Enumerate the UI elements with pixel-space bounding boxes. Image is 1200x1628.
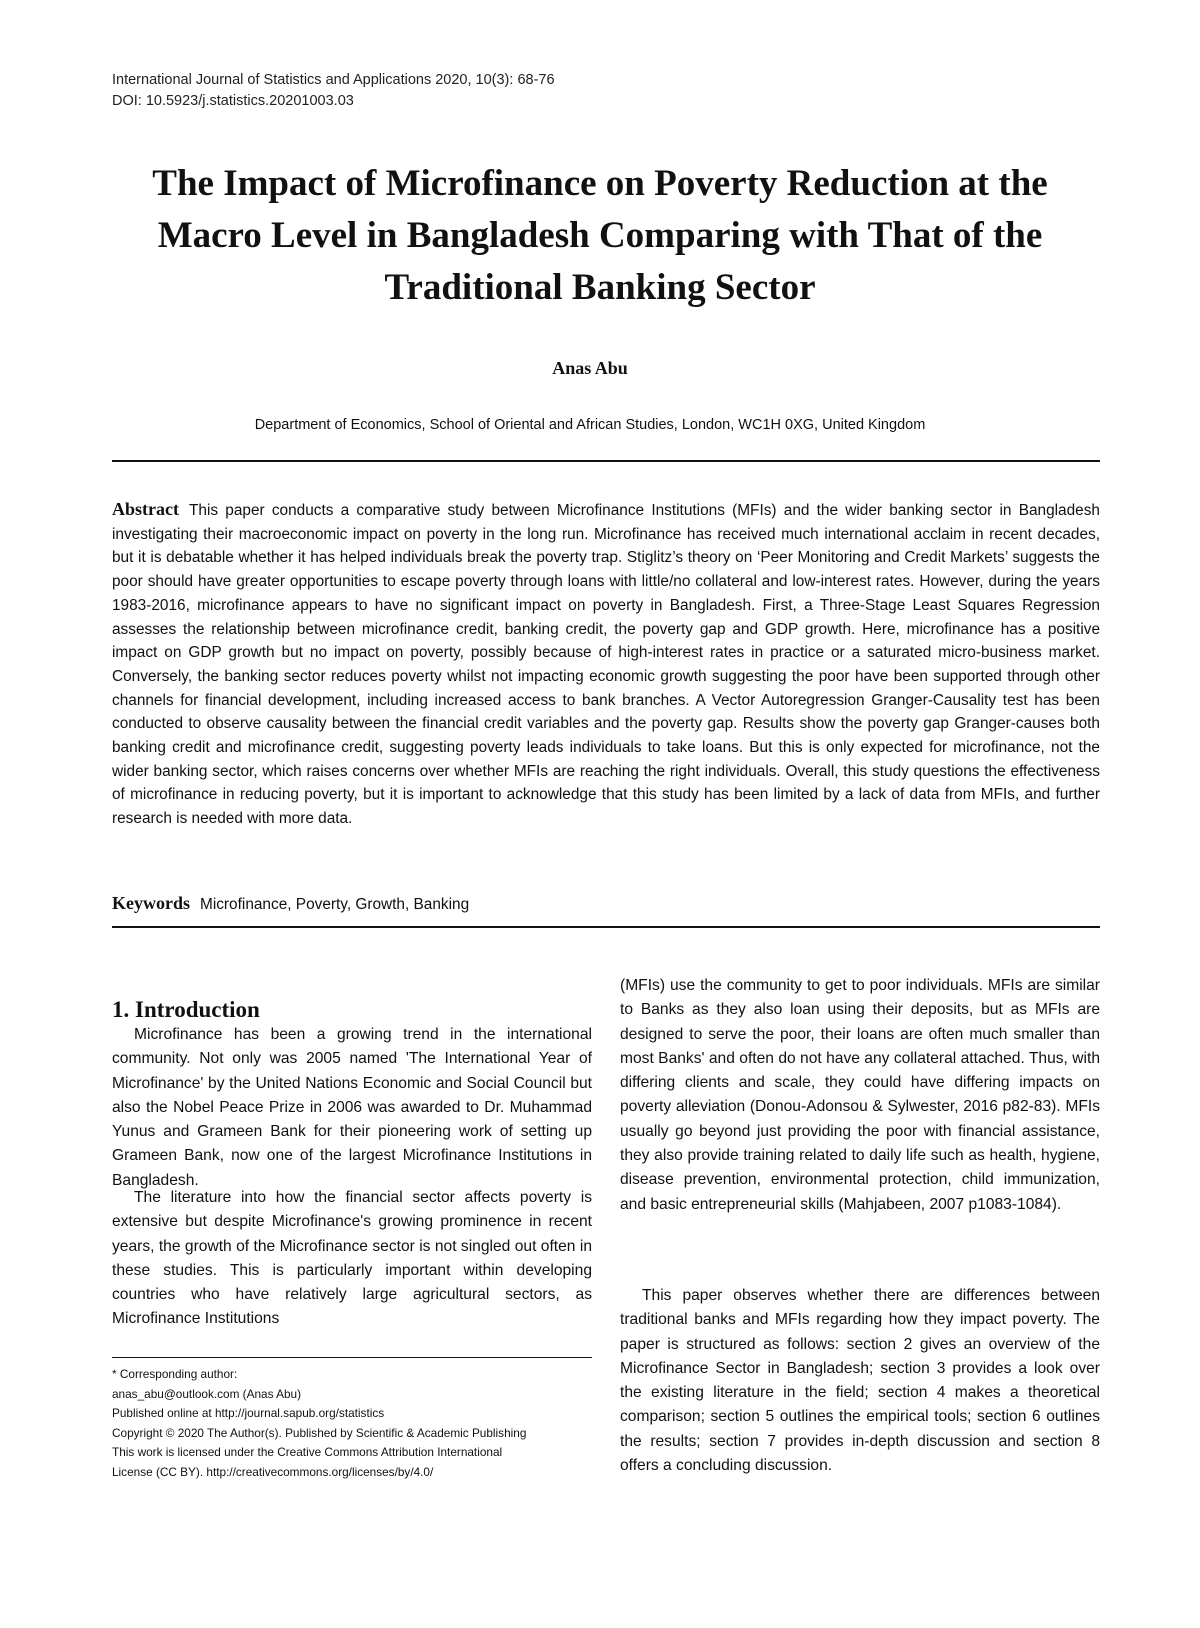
footnote-license-1: This work is licensed under the Creative Commons Attribution International: [112, 1445, 503, 1459]
abstract: [112, 498, 1100, 831]
journal-citation: International Journal of Statistics and Applications 2020, 10(3): 68-76: [112, 72, 555, 88]
keywords-label: Keywords: [112, 893, 190, 913]
bottom-divider: [112, 926, 1100, 928]
author-name: Anas Abu: [552, 358, 628, 378]
abstract-text: This paper conducts a comparative study between Microfinance Institutions (MFIs) and the wider banking sector in Bangladesh investigating their macroeconomic impact on poverty in the long run. Microfinance has received much international acclaim in recent decades, but it is debatable whether it has helped individuals break the poverty trap. Stiglitz’s theory on ‘Peer Monitoring and Credit Markets’ suggests the poor should have greater opportunities to escape poverty through loans with little/no collateral and low-interest rates. However, during the years 1983-2016, microfinance appears to have no significant impact on poverty in Bangladesh. First, a Three-Stage Least Squares Regression assesses the relationship between microfinance credit, banking credit, the poverty gap and GDP growth. Here, microfinance has a positive impact on GDP growth but no impact on poverty, possibly because of high-interest rates in practice or a saturated micro-business market. Conversely, the banking sector reduces poverty whilst not impacting economic growth suggesting the poor have been supported through other channels for financial development, including increased access to bank branches. A Vector Autoregression Granger-Causality test has been conducted to observe causality between the financial credit variables and the poverty gap. Results show the poverty gap Granger-causes both banking credit and microfinance credit, suggesting poverty leads individuals to take loans. But this is only expected for microfinance, not the wider banking sector, which raises concerns over whether MFIs are reaching the right individuals. Overall, this study questions the effectiveness of microfinance in reducing poverty, but it is important to acknowledge that this study has been limited by a lack of data from MFIs, and further research is needed with more data.: [112, 502, 1100, 828]
title-line-3: Traditional Banking Sector: [384, 267, 816, 308]
top-divider: [112, 460, 1100, 462]
intro-paragraph-1: Microfinance has been a growing trend in the international community. Not only was 2005 named 'The International Year of Microfinance' by the United Nations Economic and Social Council but also the Nobel Peace Prize in 2006 was awarded to Dr. Muhammad Yunus and Grameen Bank for their pioneering work of setting up Grameen Bank, now one of the largest Microfinance Institutions in Bangladesh.: [112, 1026, 592, 1189]
intro-paragraph-4: This paper observes whether there are differences between traditional banks and MFIs regarding how they impact poverty. The paper is structured as follows: section 2 gives an overview of the Microfinance Sector in Bangladesh; section 3 provides a look over the existing literature in the field; section 4 makes a theoretical comparison; section 5 outlines the empirical tools; section 6 outlines the results; section 7 provides in-depth discussion and section 8 offers a concluding discussion.: [620, 1287, 1100, 1475]
doi-line: DOI: 10.5923/j.statistics.20201003.03: [112, 93, 354, 109]
footnote-copyright: Copyright © 2020 The Author(s). Published by Scientific & Academic Publishing: [112, 1425, 527, 1440]
paper-title: [80, 158, 1120, 314]
title-line-2: Macro Level in Bangladesh Comparing with That of the: [157, 215, 1043, 256]
journal-header: [112, 70, 555, 112]
footnote-license-2: License (CC BY). http://creativecommons.org/licenses/by/4.0/: [112, 1464, 434, 1479]
footnotes: [112, 1365, 592, 1482]
footnote-divider: [112, 1357, 592, 1358]
section-heading-introduction: 1. Introduction: [112, 997, 260, 1022]
keywords-text: Microfinance, Poverty, Growth, Banking: [200, 896, 470, 913]
footnote-published: Published online at http://journal.sapub.org/statistics: [112, 1406, 385, 1420]
author-affiliation: Department of Economics, School of Oriental and African Studies, London, WC1H 0XG, United Kingdom: [254, 417, 926, 433]
footnote-corresponding: * Corresponding author:: [112, 1367, 238, 1381]
intro-paragraph-3: (MFIs) use the community to get to poor individuals. MFIs are similar to Banks as they also loan using their deposits, but as MFIs are designed to serve the poor, their loans are often much smaller than most Banks' and often do not have any collateral attached. Thus, with differing clients and scale, they could have differing impacts on poverty alleviation (Donou-Adonsou & Sylwester, 2016 p82-83). MFIs usually go beyond just providing the poor with financial assistance, they also provide training related to daily life such as health, hygiene, disease prevention, environmental protection, child immunization, and basic entrepreneurial skills (Mahjabeen, 2007 p1083-1084).: [620, 977, 1100, 1213]
title-line-1: The Impact of Microfinance on Poverty Reduction at the: [152, 163, 1048, 204]
keywords: [112, 893, 1100, 914]
footnote-email: anas_abu@outlook.com (Anas Abu): [112, 1386, 302, 1401]
abstract-label: Abstract: [112, 499, 179, 519]
intro-paragraph-2: The literature into how the financial sector affects poverty is extensive but despite Microfinance's growing prominence in recent years, the growth of the Microfinance sector is not singled out often in these studies. This is particularly important within developing countries who have relatively large agricultural sectors, as Microfinance Institutions: [112, 1189, 592, 1328]
